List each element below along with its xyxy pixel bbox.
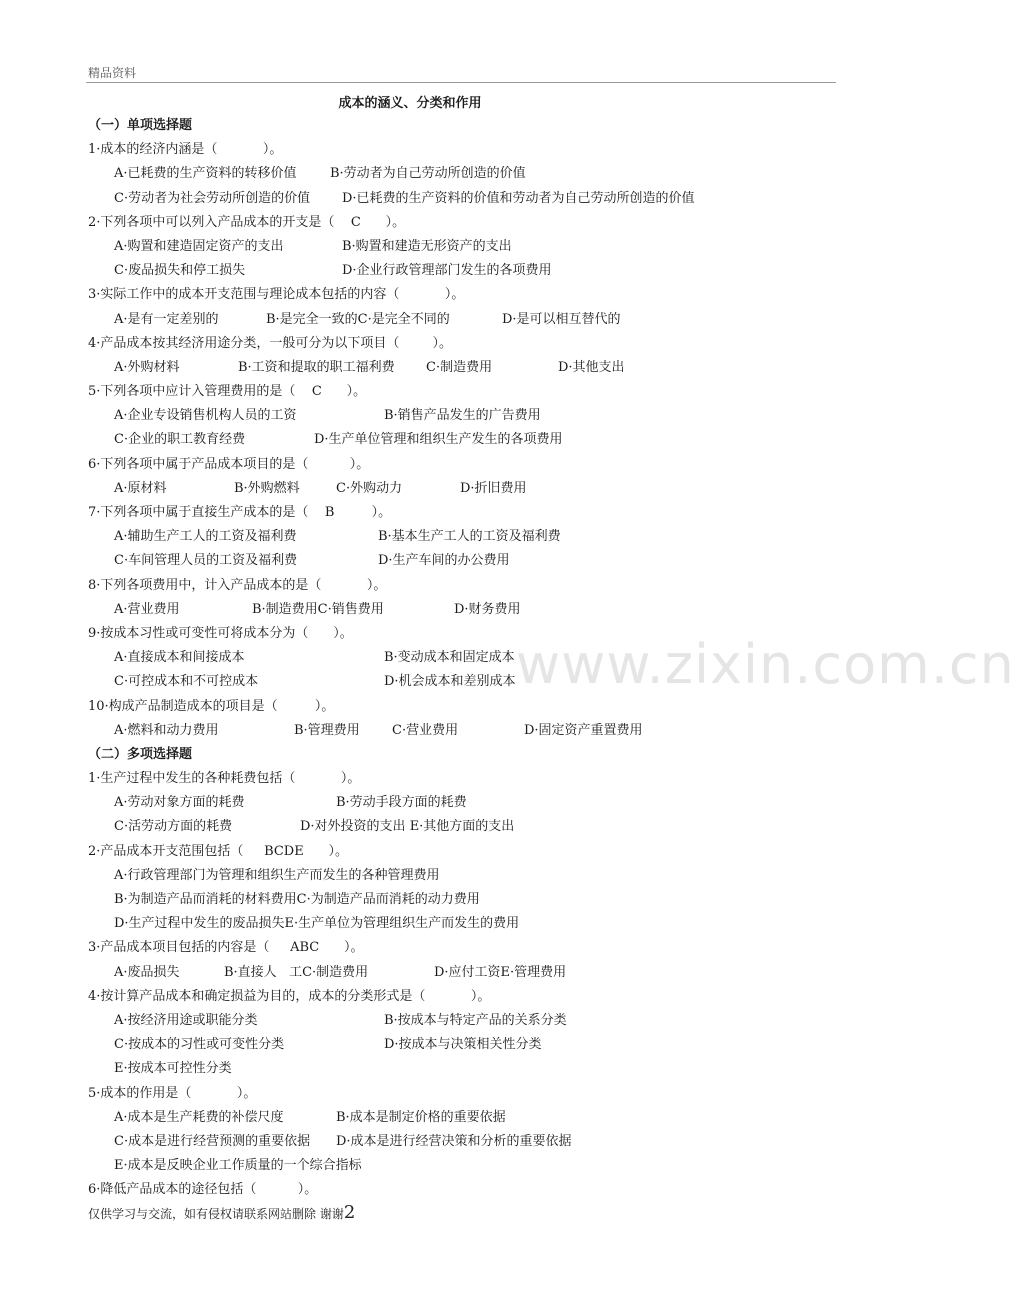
answer-option: A·废品损失 (114, 964, 180, 980)
answer-option: B·工资和提取的职工福利费 (238, 359, 395, 375)
section-heading: （二）多项选择题 (88, 746, 193, 762)
option-row (88, 162, 848, 186)
answer-option: C·废品损失和停工损失 (114, 263, 246, 279)
answer-option: D·生产车间的办公费用 (378, 553, 510, 569)
answer-option: D·生产过程中发生的废品损失E·生产单位为管理组织生产而发生的费用 (114, 916, 520, 932)
answer-option: B·按成本与特定产品的关系分类 (384, 1012, 567, 1028)
answer-option: D·机会成本和差别成本 (384, 674, 516, 690)
answer-option: D·是可以相互替代的 (502, 311, 621, 327)
answer-option: D·其他支出 (558, 359, 625, 375)
answer-option: B·劳动者为自己劳动所创造的价值 (330, 166, 526, 182)
answer-option: D·对外投资的支出 E·其他方面的支出 (300, 819, 515, 835)
answer-option: A·已耗费的生产资料的转移价值 (114, 166, 297, 182)
question-text: 4·按计算产品成本和确定损益为目的，成本的分类形式是（ ）。 (88, 988, 491, 1004)
option-row (88, 1106, 848, 1130)
answer-option: C·制造费用 (426, 359, 493, 375)
option-row (88, 912, 848, 936)
option-row (88, 598, 848, 622)
answer-option: A·购置和建造固定资产的支出 (114, 238, 284, 254)
answer-option: C·企业的职工教育经费 (114, 432, 246, 448)
question-text: 4·产品成本按其经济用途分类，一般可分为以下项目（ ）。 (88, 335, 452, 351)
option-row (88, 428, 848, 452)
answer-option: A·按经济用途或职能分类 (114, 1012, 258, 1028)
option-row (88, 961, 848, 985)
answer-option: A·原材料 (114, 480, 167, 496)
answer-option: B·变动成本和固定成本 (384, 650, 515, 666)
answer-option: B·管理费用 (294, 722, 360, 738)
option-row (88, 888, 848, 912)
answer-option: D·成本是进行经营决策和分析的重要依据 (336, 1133, 572, 1149)
option-row (88, 791, 848, 815)
answer-option: A·燃料和动力费用 (114, 722, 219, 738)
header-rule (86, 82, 836, 83)
answer-option: B·外购燃料 (234, 480, 300, 496)
answer-option: A·企业专设销售机构人员的工资 (114, 408, 297, 424)
answer-option: C·营业费用 (392, 722, 459, 738)
question-text: 1·生产过程中发生的各种耗费包括（ ）。 (88, 771, 361, 787)
option-row (88, 1033, 848, 1057)
answer-option: A·外购材料 (114, 359, 180, 375)
option-row (88, 1009, 848, 1033)
question-text: 3·实际工作中的成本开支范围与理论成本包括的内容（ ）。 (88, 287, 465, 303)
question-text: 5·成本的作用是（ ）。 (88, 1085, 257, 1101)
answer-option: C·劳动者为社会劳动所创造的价值 (114, 190, 311, 206)
answer-option: A·辅助生产工人的工资及福利费 (114, 529, 297, 545)
answer-option: A·直接成本和间接成本 (114, 650, 245, 666)
option-row (88, 670, 848, 694)
question-text: 2·产品成本开支范围包括（ BCDE ）。 (88, 843, 349, 859)
option-row (88, 308, 848, 332)
option-row (88, 1130, 848, 1154)
answer-option: D·折旧费用 (460, 480, 527, 496)
answer-option: E·按成本可控性分类 (114, 1061, 232, 1077)
answer-option: B·为制造产品而消耗的材料费用C·为制造产品而消耗的动力费用 (114, 892, 480, 907)
question-text: 1·成本的经济内涵是（ ）。 (88, 142, 283, 158)
question-text: 9·按成本习性或可变性可将成本分为（ ）。 (88, 625, 353, 641)
option-row (88, 235, 848, 259)
answer-option: C·成本是进行经营预测的重要依据 (114, 1133, 311, 1149)
answer-option: E·成本是反映企业工作质量的一个综合指标 (114, 1158, 362, 1174)
answer-option: B·劳动手段方面的耗费 (336, 795, 467, 811)
answer-option: C·可控成本和不可控成本 (114, 674, 259, 690)
option-row (88, 646, 848, 670)
answer-option: A·营业费用 (114, 601, 180, 617)
option-row (88, 549, 848, 573)
question-text: 5·下列各项中应计入管理费用的是（ C ）。 (88, 384, 367, 400)
answer-option: D·按成本与决策相关性分类 (384, 1037, 542, 1053)
option-row (88, 719, 848, 743)
answer-option: A·成本是生产耗费的补偿尺度 (114, 1109, 284, 1125)
answer-option: D·应付工资E·管理费用 (434, 964, 567, 980)
footer-text: 仅供学习与交流，如有侵权请联系网站删除 谢谢 (88, 1207, 344, 1221)
question-text: 10·构成产品制造成本的项目是（ ）。 (88, 698, 335, 714)
answer-option: B·直接人 工C·制造费用 (224, 964, 369, 980)
option-row (88, 1057, 848, 1081)
question-text: 2·下列各项中可以列入产品成本的开支是（ C ）。 (88, 214, 406, 230)
header-label: 精品资料 (88, 66, 137, 80)
answer-option: B·成本是制定价格的重要依据 (336, 1109, 506, 1125)
answer-option: C·车间管理人员的工资及福利费 (114, 553, 298, 569)
answer-option: C·外购动力 (336, 480, 403, 496)
answer-option: D·企业行政管理部门发生的各项费用 (342, 263, 552, 279)
question-text: 3·产品成本项目包括的内容是（ ABC ）。 (88, 940, 364, 956)
answer-option: D·固定资产重置费用 (524, 722, 643, 738)
document-title: 成本的涵义、分类和作用 (338, 96, 482, 111)
answer-option: C·活劳动方面的耗费 (114, 819, 233, 835)
option-row (88, 259, 848, 283)
option-row (88, 525, 848, 549)
option-row (88, 1154, 848, 1178)
answer-option: B·基本生产工人的工资及福利费 (378, 529, 561, 545)
answer-option: D·生产单位管理和组织生产发生的各项费用 (314, 432, 563, 448)
answer-option: D·已耗费的生产资料的价值和劳动者为自己劳动所创造的价值 (342, 190, 695, 206)
answer-option: B·是完全一致的C·是完全不同的 (266, 311, 450, 327)
answer-option: B·购置和建造无形资产的支出 (342, 238, 512, 254)
option-row (88, 477, 848, 501)
answer-option: A·行政管理部门为管理和组织生产而发生的各种管理费用 (114, 867, 440, 883)
option-row (88, 864, 848, 888)
page-number: 2 (343, 1202, 356, 1223)
option-row (88, 815, 848, 839)
option-row (88, 356, 848, 380)
question-list (88, 114, 848, 1202)
watermark: www.zixin.com.cn (516, 633, 1015, 696)
footer (88, 1202, 355, 1223)
answer-option: C·按成本的习性或可变性分类 (114, 1037, 285, 1053)
answer-option: A·劳动对象方面的耗费 (114, 795, 245, 811)
section-heading: （一）单项选择题 (88, 118, 193, 133)
question-text: 6·下列各项中属于产品成本项目的是（ ）。 (88, 456, 370, 472)
question-text: 7·下列各项中属于直接生产成本的是（ B ）。 (88, 505, 392, 520)
answer-option: D·财务费用 (454, 601, 521, 617)
answer-option: B·制造费用C·销售费用 (252, 601, 384, 617)
option-row (88, 187, 848, 211)
question-text: 8·下列各项费用中，计入产品成本的是（ ）。 (88, 577, 387, 593)
option-row (88, 404, 848, 428)
question-text: 6·降低产品成本的途径包括（ ）。 (88, 1182, 318, 1198)
answer-option: A·是有一定差别的 (114, 311, 219, 327)
answer-option: B·销售产品发生的广告费用 (384, 408, 541, 424)
